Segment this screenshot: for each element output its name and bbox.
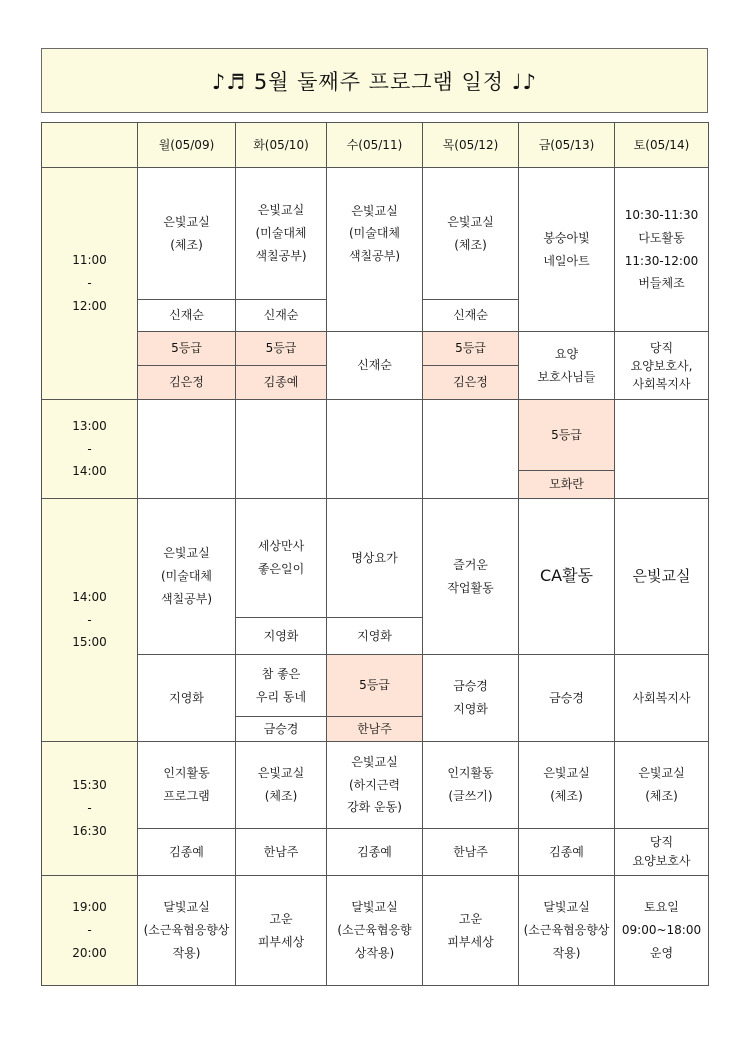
program-cell: 은빛교실 (체조)	[138, 168, 236, 300]
program-cell: 10:30-11:30 다도활동 11:30-12:00 버들체조	[615, 168, 709, 332]
program-cell: 명상요가	[327, 499, 423, 618]
grade-staff-cell: 김종예	[236, 366, 327, 400]
grade-staff-cell: 모화란	[519, 471, 615, 499]
program-cell: 세상만사 좋은일이	[236, 499, 327, 618]
program-cell: 인지활동 프로그램	[138, 742, 236, 829]
table-row	[42, 168, 709, 300]
empty-cell	[327, 300, 423, 332]
grade-cell: 5등급	[327, 655, 423, 717]
program-cell: 은빛교실 (하지근력 강화 운동)	[327, 742, 423, 829]
header-row	[42, 123, 709, 168]
program-cell: CA활동	[519, 499, 615, 655]
program-cell: 은빛교실 (체조)	[423, 168, 519, 300]
staff-cell: 지영화	[236, 618, 327, 655]
grade-cell: 5등급	[519, 400, 615, 471]
day-header-sat: 토(05/14)	[615, 123, 709, 168]
grade-cell: 5등급	[236, 332, 327, 366]
table-row	[42, 400, 709, 471]
table-row	[42, 332, 709, 366]
table-row	[42, 876, 709, 986]
staff-cell: 한남주	[423, 829, 519, 876]
empty-cell	[423, 400, 519, 499]
program-cell: 달빛교실 (소근육협응향상 작용)	[519, 876, 615, 986]
empty-cell	[138, 400, 236, 499]
staff-cell: 김종예	[327, 829, 423, 876]
time-slot-1100: 11:00 - 12:00	[42, 168, 138, 400]
program-cell: 은빛교실 (미술대체 색칠공부)	[236, 168, 327, 300]
program-cell: 은빛교실 (체조)	[519, 742, 615, 829]
staff-cell: 요양 보호사님들	[519, 332, 615, 400]
program-cell: 은빛교실	[615, 499, 709, 655]
program-cell: 참 좋은 우리 동네	[236, 655, 327, 717]
staff-cell: 지영화	[138, 655, 236, 742]
program-cell: 은빛교실 (체조)	[615, 742, 709, 829]
day-header-thu: 목(05/12)	[423, 123, 519, 168]
empty-cell	[327, 400, 423, 499]
schedule-title-box	[41, 48, 708, 113]
day-header-wed: 수(05/11)	[327, 123, 423, 168]
staff-cell: 지영화	[327, 618, 423, 655]
program-cell: 은빛교실 (미술대체 색칠공부)	[138, 499, 236, 655]
table-row	[42, 655, 709, 717]
staff-cell: 사회복지사	[615, 655, 709, 742]
staff-cell: 신재순	[423, 300, 519, 332]
staff-cell: 김종예	[138, 829, 236, 876]
staff-cell: 금승경	[236, 717, 327, 742]
grade-cell: 5등급	[138, 332, 236, 366]
schedule-title: ♪♬ 5월 둘째주 프로그램 일정 ♩♪	[211, 69, 538, 94]
staff-cell: 당직 요양보호사	[615, 829, 709, 876]
table-row	[42, 499, 709, 618]
grade-cell: 5등급	[423, 332, 519, 366]
program-cell: 즐거운 작업활동	[423, 499, 519, 655]
staff-cell: 금승경 지영화	[423, 655, 519, 742]
staff-cell: 김종예	[519, 829, 615, 876]
empty-cell	[615, 400, 709, 499]
program-cell: 달빛교실 (소근육협응향상 작용)	[138, 876, 236, 986]
program-cell: 고운 피부세상	[236, 876, 327, 986]
day-header-fri: 금(05/13)	[519, 123, 615, 168]
grade-staff-cell: 한남주	[327, 717, 423, 742]
time-slot-1530: 15:30 - 16:30	[42, 742, 138, 876]
grade-staff-cell: 김은정	[423, 366, 519, 400]
program-cell: 인지활동 (글쓰기)	[423, 742, 519, 829]
program-cell: 은빛교실 (미술대체 색칠공부)	[327, 168, 423, 300]
staff-cell: 신재순	[138, 300, 236, 332]
table-row	[42, 742, 709, 829]
corner-cell	[42, 123, 138, 168]
day-header-tue: 화(05/10)	[236, 123, 327, 168]
program-cell: 달빛교실 (소근육협응향 상작용)	[327, 876, 423, 986]
grade-staff-cell: 김은정	[138, 366, 236, 400]
table-row	[42, 829, 709, 876]
day-header-mon: 월(05/09)	[138, 123, 236, 168]
program-cell: 봉숭아빛 네일아트	[519, 168, 615, 332]
time-slot-1400: 14:00 - 15:00	[42, 499, 138, 742]
program-cell: 은빛교실 (체조)	[236, 742, 327, 829]
program-cell: 토요일 09:00~18:00 운영	[615, 876, 709, 986]
staff-cell: 신재순	[327, 332, 423, 400]
staff-cell: 신재순	[236, 300, 327, 332]
staff-cell: 금승경	[519, 655, 615, 742]
empty-cell	[236, 400, 327, 499]
time-slot-1300: 13:00 - 14:00	[42, 400, 138, 499]
weekly-schedule-table	[41, 122, 709, 986]
staff-cell: 한남주	[236, 829, 327, 876]
time-slot-1900: 19:00 - 20:00	[42, 876, 138, 986]
staff-cell: 당직 요양보호사, 사회복지사	[615, 332, 709, 400]
program-cell: 고운 피부세상	[423, 876, 519, 986]
